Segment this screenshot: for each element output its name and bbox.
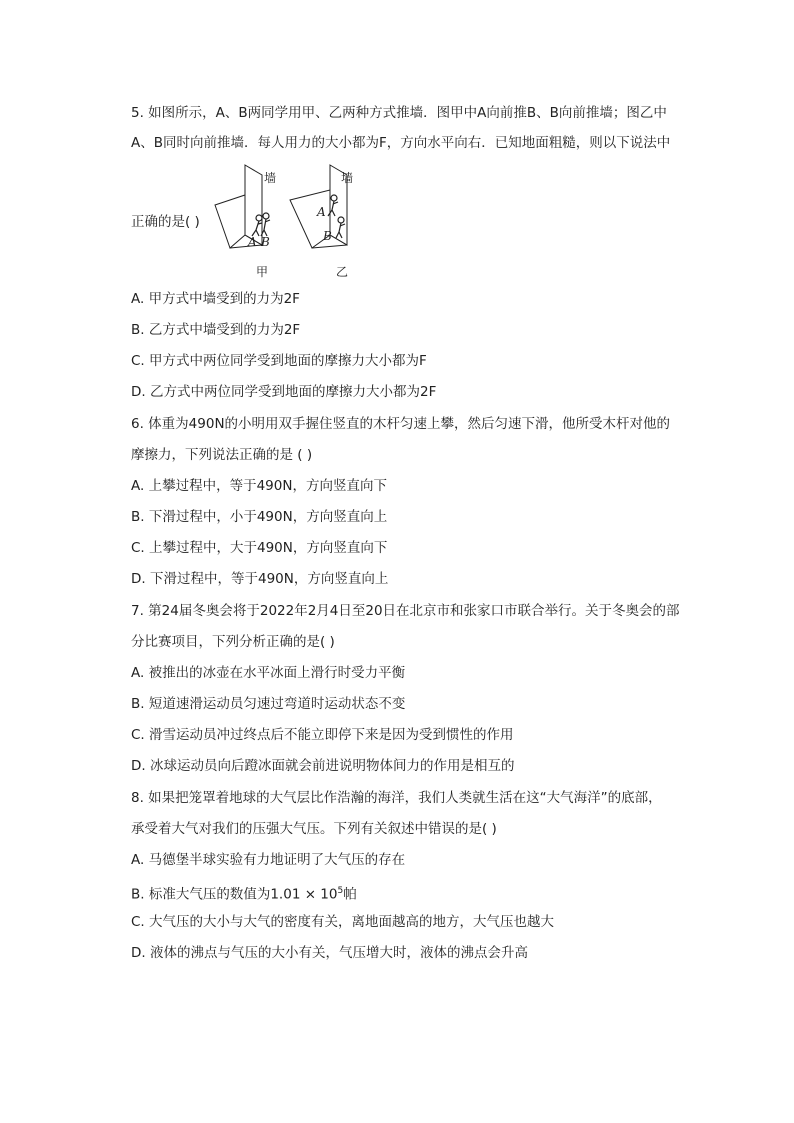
label-a-yi: A	[317, 205, 326, 219]
wall-label-yi: 墙	[341, 171, 354, 185]
q8-option-b-unit: 帕	[343, 886, 357, 903]
wall-label-jia: 墙	[264, 171, 277, 185]
caption-yi: 乙	[336, 265, 349, 279]
q8-stem-line1: 8. 如果把笼罩着地球的大气层比作浩瀚的海洋，我们人类就生活在这“大气海洋”的底部，	[131, 790, 662, 806]
q5-option-a: A. 甲方式中墙受到的力为2F	[131, 291, 300, 307]
q6-stem-line1: 6. 体重为490N的小明用双手握住竖直的木杆匀速上攀，然后匀速下滑，他所受木杆对他的	[131, 416, 671, 432]
label-b-yi: B	[323, 229, 332, 243]
q7-option-c: C. 滑雪运动员冲过终点后不能立即停下来是因为受到惯性的作用	[131, 727, 514, 743]
q7-stem-line2: 分比赛项目，下列分析正确的是( )	[131, 634, 335, 650]
q6-stem-line2: 摩擦力，下列说法正确的是 ( )	[131, 447, 313, 463]
q6-option-a: A. 上攀过程中，等于490N，方向竖直向下	[131, 478, 387, 494]
q7-option-a: A. 被推出的冰壶在水平冰面上滑行时受力平衡	[131, 665, 406, 681]
figures-jia	[252, 213, 270, 236]
q6-option-b: B. 下滑过程中，小于490N，方向竖直向上	[131, 509, 388, 525]
q7-option-d: D. 冰球运动员向后蹬冰面就会前进说明物体间力的作用是相互的	[131, 758, 515, 774]
q7-stem-line1: 7. 第24届冬奥会将于2022年2月4日至20日在北京市和张家口市联合举行。关于冬奥会的部	[131, 603, 680, 619]
q5-stem-line3: 正确的是( )	[131, 214, 200, 230]
label-b-jia: B	[261, 235, 270, 249]
q6-option-d: D. 下滑过程中，等于490N，方向竖直向上	[131, 571, 389, 587]
q8-option-d: D. 液体的沸点与气压的大小有关，气压增大时，液体的沸点会升高	[131, 945, 528, 961]
q6-option-c: C. 上攀过程中，大于490N，方向竖直向下	[131, 540, 388, 556]
q5-option-c: C. 甲方式中两位同学受到地面的摩擦力大小都为F	[131, 353, 427, 369]
q5-figure	[210, 160, 410, 285]
q5-option-d: D. 乙方式中两位同学受到地面的摩擦力大小都为2F	[131, 384, 437, 400]
q8-option-c: C. 大气压的大小与大气的密度有关，离地面越高的地方，大气压也越大	[131, 914, 555, 930]
q8-option-b-text: B. 标准大气压的数值为1.01 × 10	[131, 886, 338, 903]
label-a-jia: A	[248, 235, 257, 249]
q5-stem-line1: 5. 如图所示，A、B两同学用甲、乙两种方式推墙．图甲中A向前推B、B向前推墙；图乙中	[131, 105, 667, 121]
q5-option-b: B. 乙方式中墙受到的力为2F	[131, 322, 301, 338]
q7-option-b: B. 短道速滑运动员匀速过弯道时运动状态不变	[131, 696, 406, 712]
wall-diagram-yi	[290, 165, 353, 279]
q5-stem-line2: A、B同时向前推墙．每人用力的大小都为F，方向水平向右．已知地面粗糙，则以下说法中	[131, 135, 671, 151]
wall-diagram-jia	[215, 165, 276, 279]
q8-option-b-exponent: 5	[337, 886, 344, 896]
q8-option-a: A. 马德堡半球实验有力地证明了大气压的存在	[131, 852, 406, 868]
q8-option-b	[131, 881, 357, 905]
q8-stem-line2: 承受着大气对我们的压强大气压。下列有关叙述中错误的是( )	[131, 821, 497, 837]
caption-jia: 甲	[256, 265, 269, 279]
